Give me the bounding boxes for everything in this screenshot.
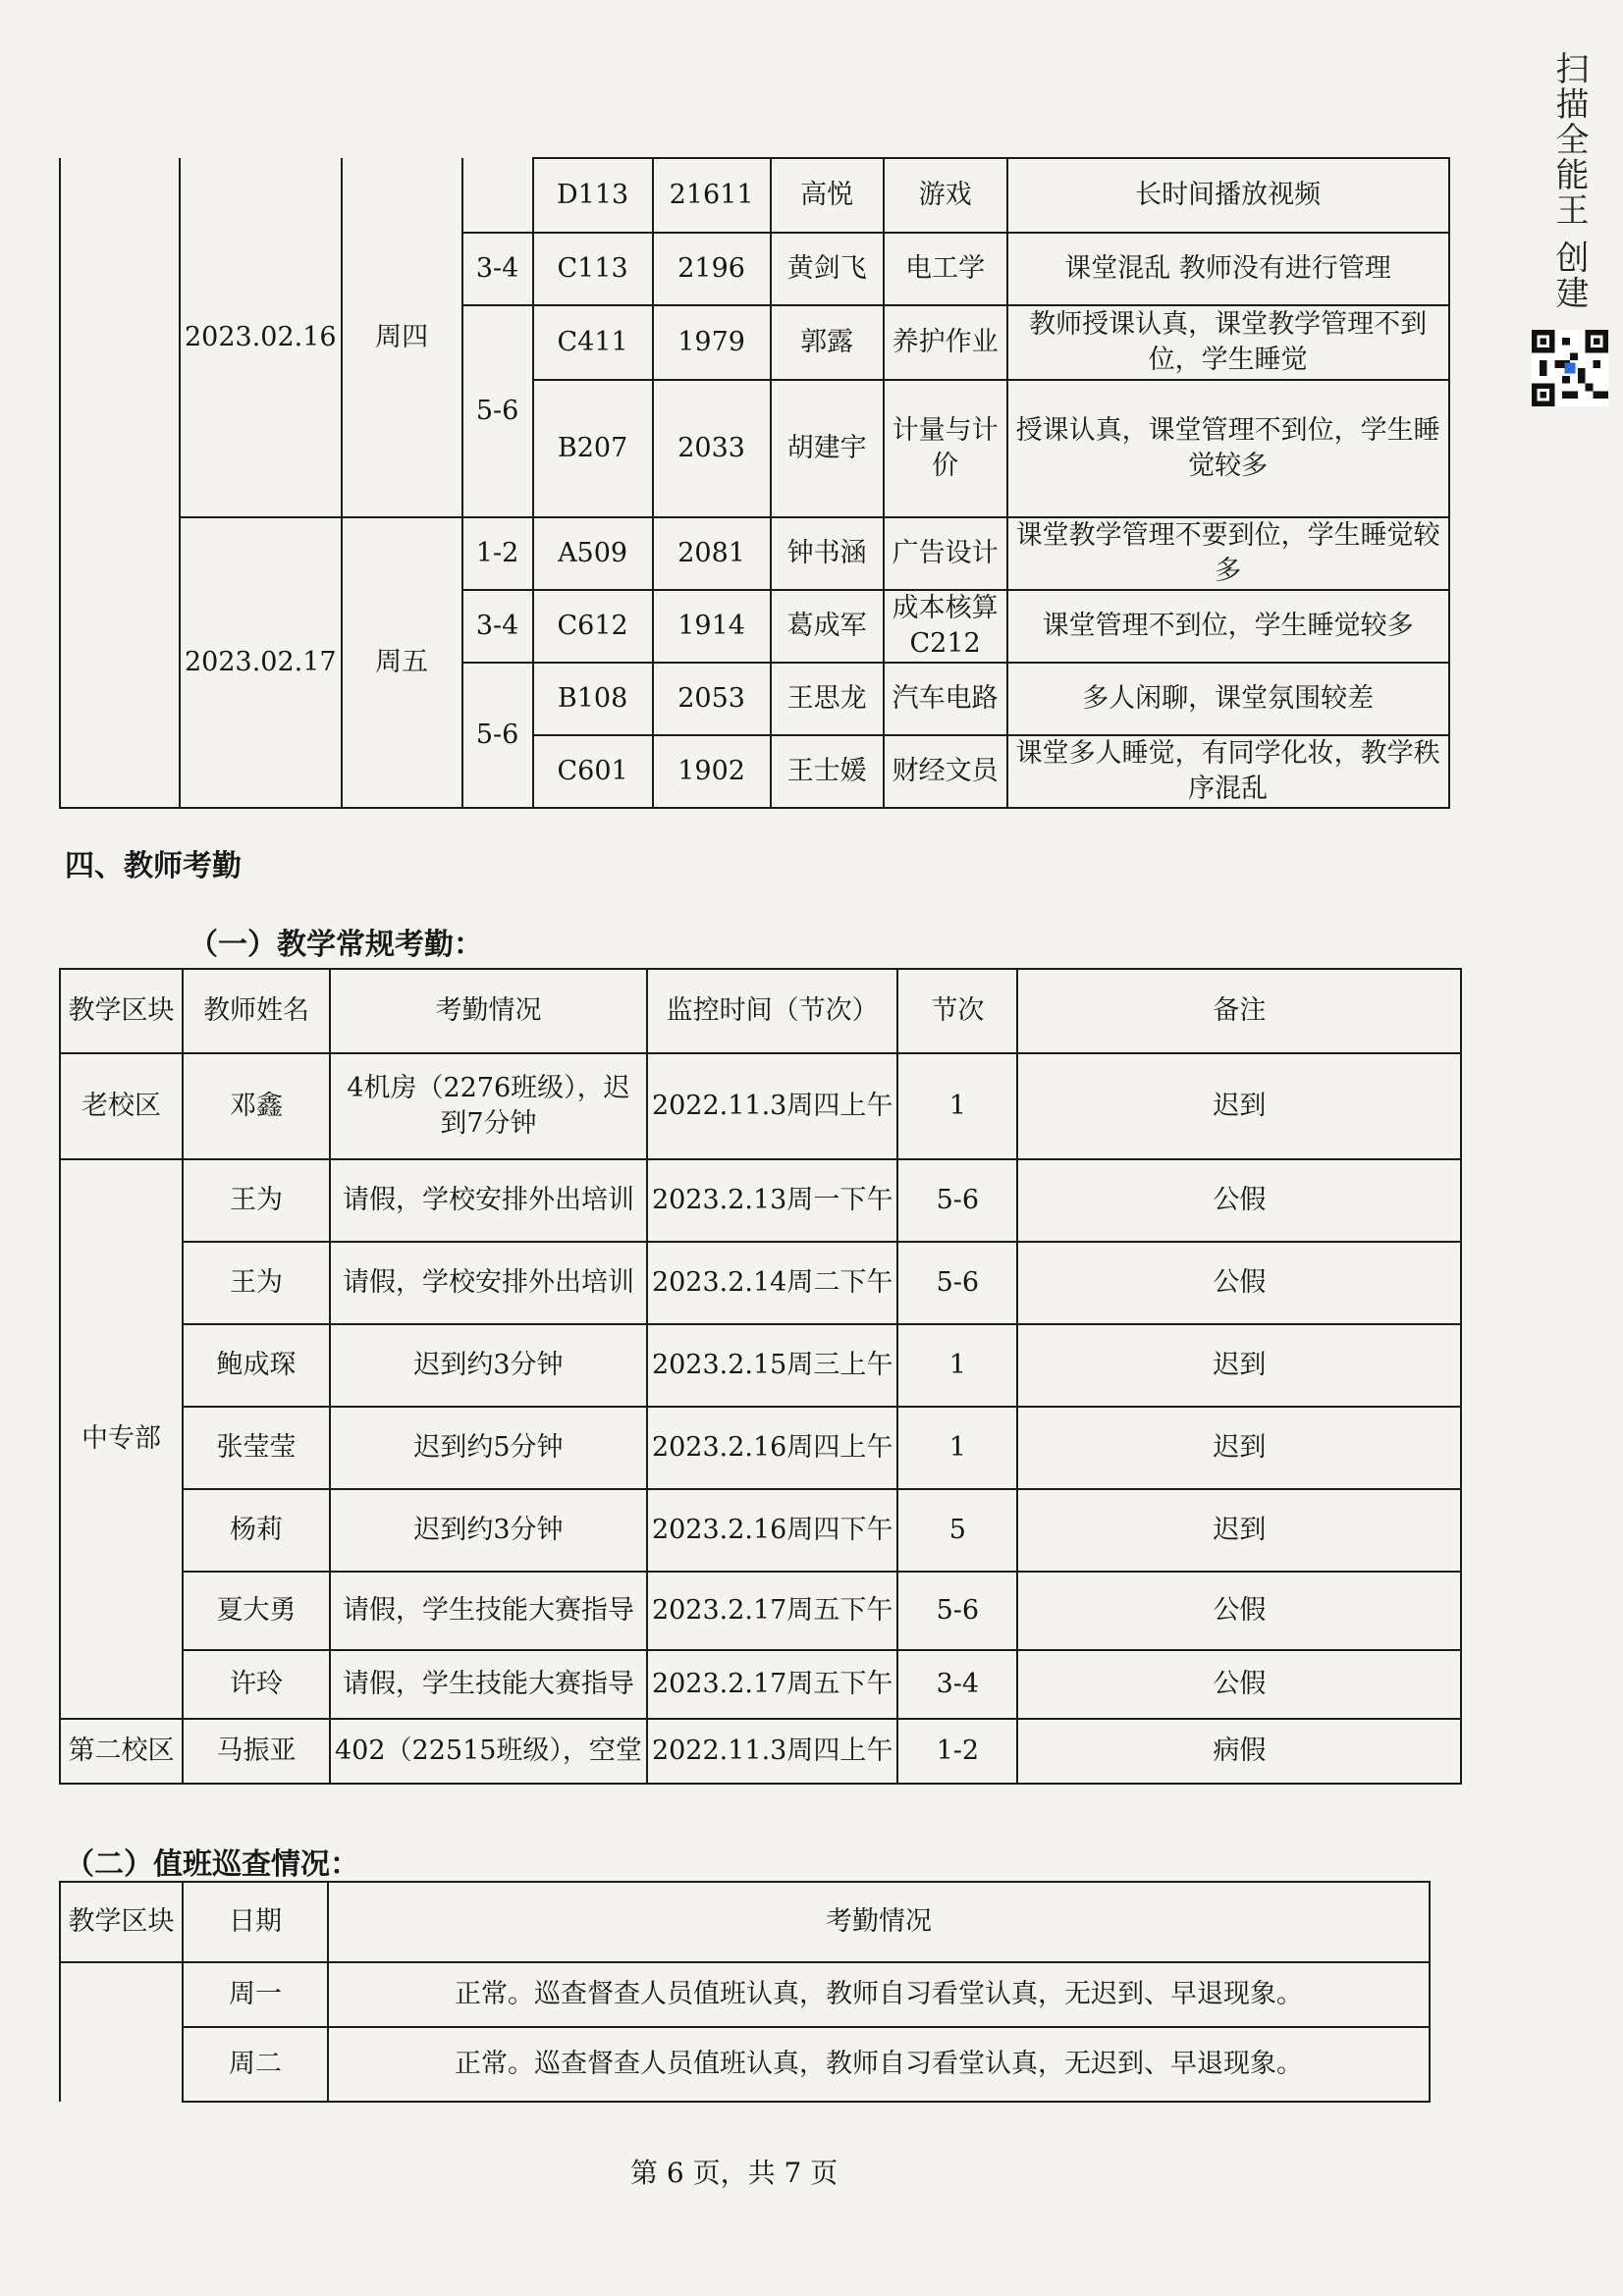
header-cell: 教学区块	[60, 969, 183, 1053]
header-cell: 教师姓名	[183, 969, 330, 1053]
course-cell: 电工学	[884, 233, 1007, 305]
note-cell: 迟到	[1017, 1324, 1461, 1407]
teacher-name-cell: 夏大勇	[183, 1572, 330, 1650]
class-cell: 21611	[653, 158, 771, 233]
class-cell: 1914	[653, 590, 771, 663]
class-cell: 1902	[653, 735, 771, 808]
header-cell: 考勤情况	[330, 969, 647, 1053]
note-cell: 迟到	[1017, 1489, 1461, 1572]
note-cell: 病假	[1017, 1719, 1461, 1784]
day-cell: 周二	[183, 2027, 328, 2102]
room-cell: C113	[533, 233, 653, 305]
header-cell: 考勤情况	[328, 1882, 1430, 1962]
room-cell: C601	[533, 735, 653, 808]
issue-cell: 课堂管理不到位，学生睡觉较多	[1007, 590, 1449, 663]
area-cell: 第二校区	[60, 1719, 183, 1784]
attendance-status-cell: 402（22515班级），空堂	[330, 1719, 647, 1784]
attendance-status-cell: 迟到约5分钟	[330, 1407, 647, 1489]
issue-cell: 教师授课认真，课堂教学管理不到位，学生睡觉	[1007, 305, 1449, 380]
teacher-cell: 高悦	[771, 158, 884, 233]
note-cell: 公假	[1017, 1650, 1461, 1719]
duty-patrol-table	[59, 1881, 1431, 2103]
monitor-time-cell: 2023.2.17周五下午	[647, 1650, 897, 1719]
room-cell: B207	[533, 380, 653, 517]
teacher-cell: 葛成军	[771, 590, 884, 663]
period-cell: 1	[897, 1053, 1017, 1159]
scanner-watermark: 扫描全能王 创建	[1549, 51, 1589, 311]
period-cell: 5-6	[897, 1159, 1017, 1242]
teacher-name-cell: 杨莉	[183, 1489, 330, 1572]
date-cell: 2023.02.17	[180, 517, 342, 808]
note-cell: 公假	[1017, 1242, 1461, 1324]
area-cell: 中专部	[60, 1159, 183, 1719]
subsection-title-routine-attendance: （一）教学常规考勤：	[189, 928, 483, 962]
teacher-name-cell: 王为	[183, 1242, 330, 1324]
teacher-cell: 钟书涵	[771, 517, 884, 590]
header-cell: 教学区块	[60, 1882, 183, 1962]
note-cell: 迟到	[1017, 1407, 1461, 1489]
attendance-table	[59, 968, 1462, 1785]
day-cell: 周一	[183, 1962, 328, 2027]
duty-status-cell: 正常。巡查督查人员值班认真，教师自习看堂认真，无迟到、早退现象。	[328, 2027, 1430, 2102]
period-cell: 5	[897, 1489, 1017, 1572]
area-cell	[60, 1962, 183, 2102]
duty-status-cell: 正常。巡查督查人员值班认真，教师自习看堂认真，无迟到、早退现象。	[328, 1962, 1430, 2027]
period-cell: 3-4	[897, 1650, 1017, 1719]
class-cell: 2033	[653, 380, 771, 517]
monitor-time-cell: 2023.2.16周四上午	[647, 1407, 897, 1489]
period-cell: 1	[897, 1407, 1017, 1489]
period-cell: 5-6	[897, 1572, 1017, 1650]
weekday-cell: 周五	[342, 517, 462, 808]
date-cell: 2023.02.16	[180, 158, 342, 517]
course-cell: 成本核算C212	[884, 590, 1007, 663]
note-cell: 迟到	[1017, 1053, 1461, 1159]
header-cell: 备注	[1017, 969, 1461, 1053]
room-cell: C411	[533, 305, 653, 380]
room-cell: D113	[533, 158, 653, 233]
teacher-name-cell: 王为	[183, 1159, 330, 1242]
header-cell: 节次	[897, 969, 1017, 1053]
weekday-cell: 周四	[342, 158, 462, 517]
period-cell: 1-2	[462, 517, 533, 590]
room-cell: C612	[533, 590, 653, 663]
class-cell: 2196	[653, 233, 771, 305]
teacher-name-cell: 马振亚	[183, 1719, 330, 1784]
teacher-cell: 郭露	[771, 305, 884, 380]
teacher-cell: 王思龙	[771, 663, 884, 735]
period-cell: 5-6	[897, 1242, 1017, 1324]
period-cell: 5-6	[462, 663, 533, 808]
teacher-cell: 黄剑飞	[771, 233, 884, 305]
page-number: 第 6 页，共 7 页	[630, 2157, 839, 2189]
period-cell: 5-6	[462, 305, 533, 517]
class-cell: 1979	[653, 305, 771, 380]
period-cell	[462, 158, 533, 233]
attendance-status-cell: 请假，学生技能大赛指导	[330, 1572, 647, 1650]
monitor-time-cell: 2023.2.17周五下午	[647, 1572, 897, 1650]
monitor-time-cell: 2023.2.16周四下午	[647, 1489, 897, 1572]
issue-cell: 授课认真，课堂管理不到位，学生睡觉较多	[1007, 380, 1449, 517]
issue-cell: 多人闲聊，课堂氛围较差	[1007, 663, 1449, 735]
course-cell: 广告设计	[884, 517, 1007, 590]
header-cell: 日期	[183, 1882, 328, 1962]
attendance-status-cell: 请假，学生技能大赛指导	[330, 1650, 647, 1719]
monitor-time-cell: 2023.2.14周二下午	[647, 1242, 897, 1324]
teacher-name-cell: 鲍成琛	[183, 1324, 330, 1407]
period-cell: 3-4	[462, 233, 533, 305]
class-cell: 2081	[653, 517, 771, 590]
issue-cell: 课堂多人睡觉，有同学化妆，教学秩序混乱	[1007, 735, 1449, 808]
note-cell: 公假	[1017, 1572, 1461, 1650]
attendance-status-cell: 迟到约3分钟	[330, 1489, 647, 1572]
subsection-title-duty-patrol: （二）值班巡查情况：	[65, 1847, 359, 1882]
monitor-time-cell: 2023.2.13周一下午	[647, 1159, 897, 1242]
attendance-status-cell: 请假，学校安排外出培训	[330, 1159, 647, 1242]
course-cell: 计量与计价	[884, 380, 1007, 517]
room-cell: B108	[533, 663, 653, 735]
issue-cell: 课堂教学管理不要到位，学生睡觉较多	[1007, 517, 1449, 590]
teacher-cell: 胡建宇	[771, 380, 884, 517]
course-cell: 游戏	[884, 158, 1007, 233]
header-cell: 监控时间（节次）	[647, 969, 897, 1053]
qr-code-icon	[1532, 330, 1608, 410]
area-cell: 老校区	[60, 1053, 183, 1159]
period-cell: 1	[897, 1324, 1017, 1407]
blank-area-cell	[60, 158, 180, 808]
teacher-name-cell: 许玲	[183, 1650, 330, 1719]
class-cell: 2053	[653, 663, 771, 735]
course-cell: 汽车电路	[884, 663, 1007, 735]
section-title: 四、教师考勤	[65, 849, 242, 883]
course-cell: 养护作业	[884, 305, 1007, 380]
class-inspection-table	[59, 157, 1450, 809]
course-cell: 财经文员	[884, 735, 1007, 808]
monitor-time-cell: 2022.11.3周四上午	[647, 1053, 897, 1159]
attendance-status-cell: 4机房（2276班级），迟到7分钟	[330, 1053, 647, 1159]
issue-cell: 课堂混乱 教师没有进行管理	[1007, 233, 1449, 305]
teacher-name-cell: 邓鑫	[183, 1053, 330, 1159]
room-cell: A509	[533, 517, 653, 590]
teacher-cell: 王士媛	[771, 735, 884, 808]
monitor-time-cell: 2023.2.15周三上午	[647, 1324, 897, 1407]
note-cell: 公假	[1017, 1159, 1461, 1242]
period-cell: 3-4	[462, 590, 533, 663]
monitor-time-cell: 2022.11.3周四上午	[647, 1719, 897, 1784]
attendance-status-cell: 迟到约3分钟	[330, 1324, 647, 1407]
attendance-status-cell: 请假，学校安排外出培训	[330, 1242, 647, 1324]
teacher-name-cell: 张莹莹	[183, 1407, 330, 1489]
issue-cell: 长时间播放视频	[1007, 158, 1449, 233]
period-cell: 1-2	[897, 1719, 1017, 1784]
